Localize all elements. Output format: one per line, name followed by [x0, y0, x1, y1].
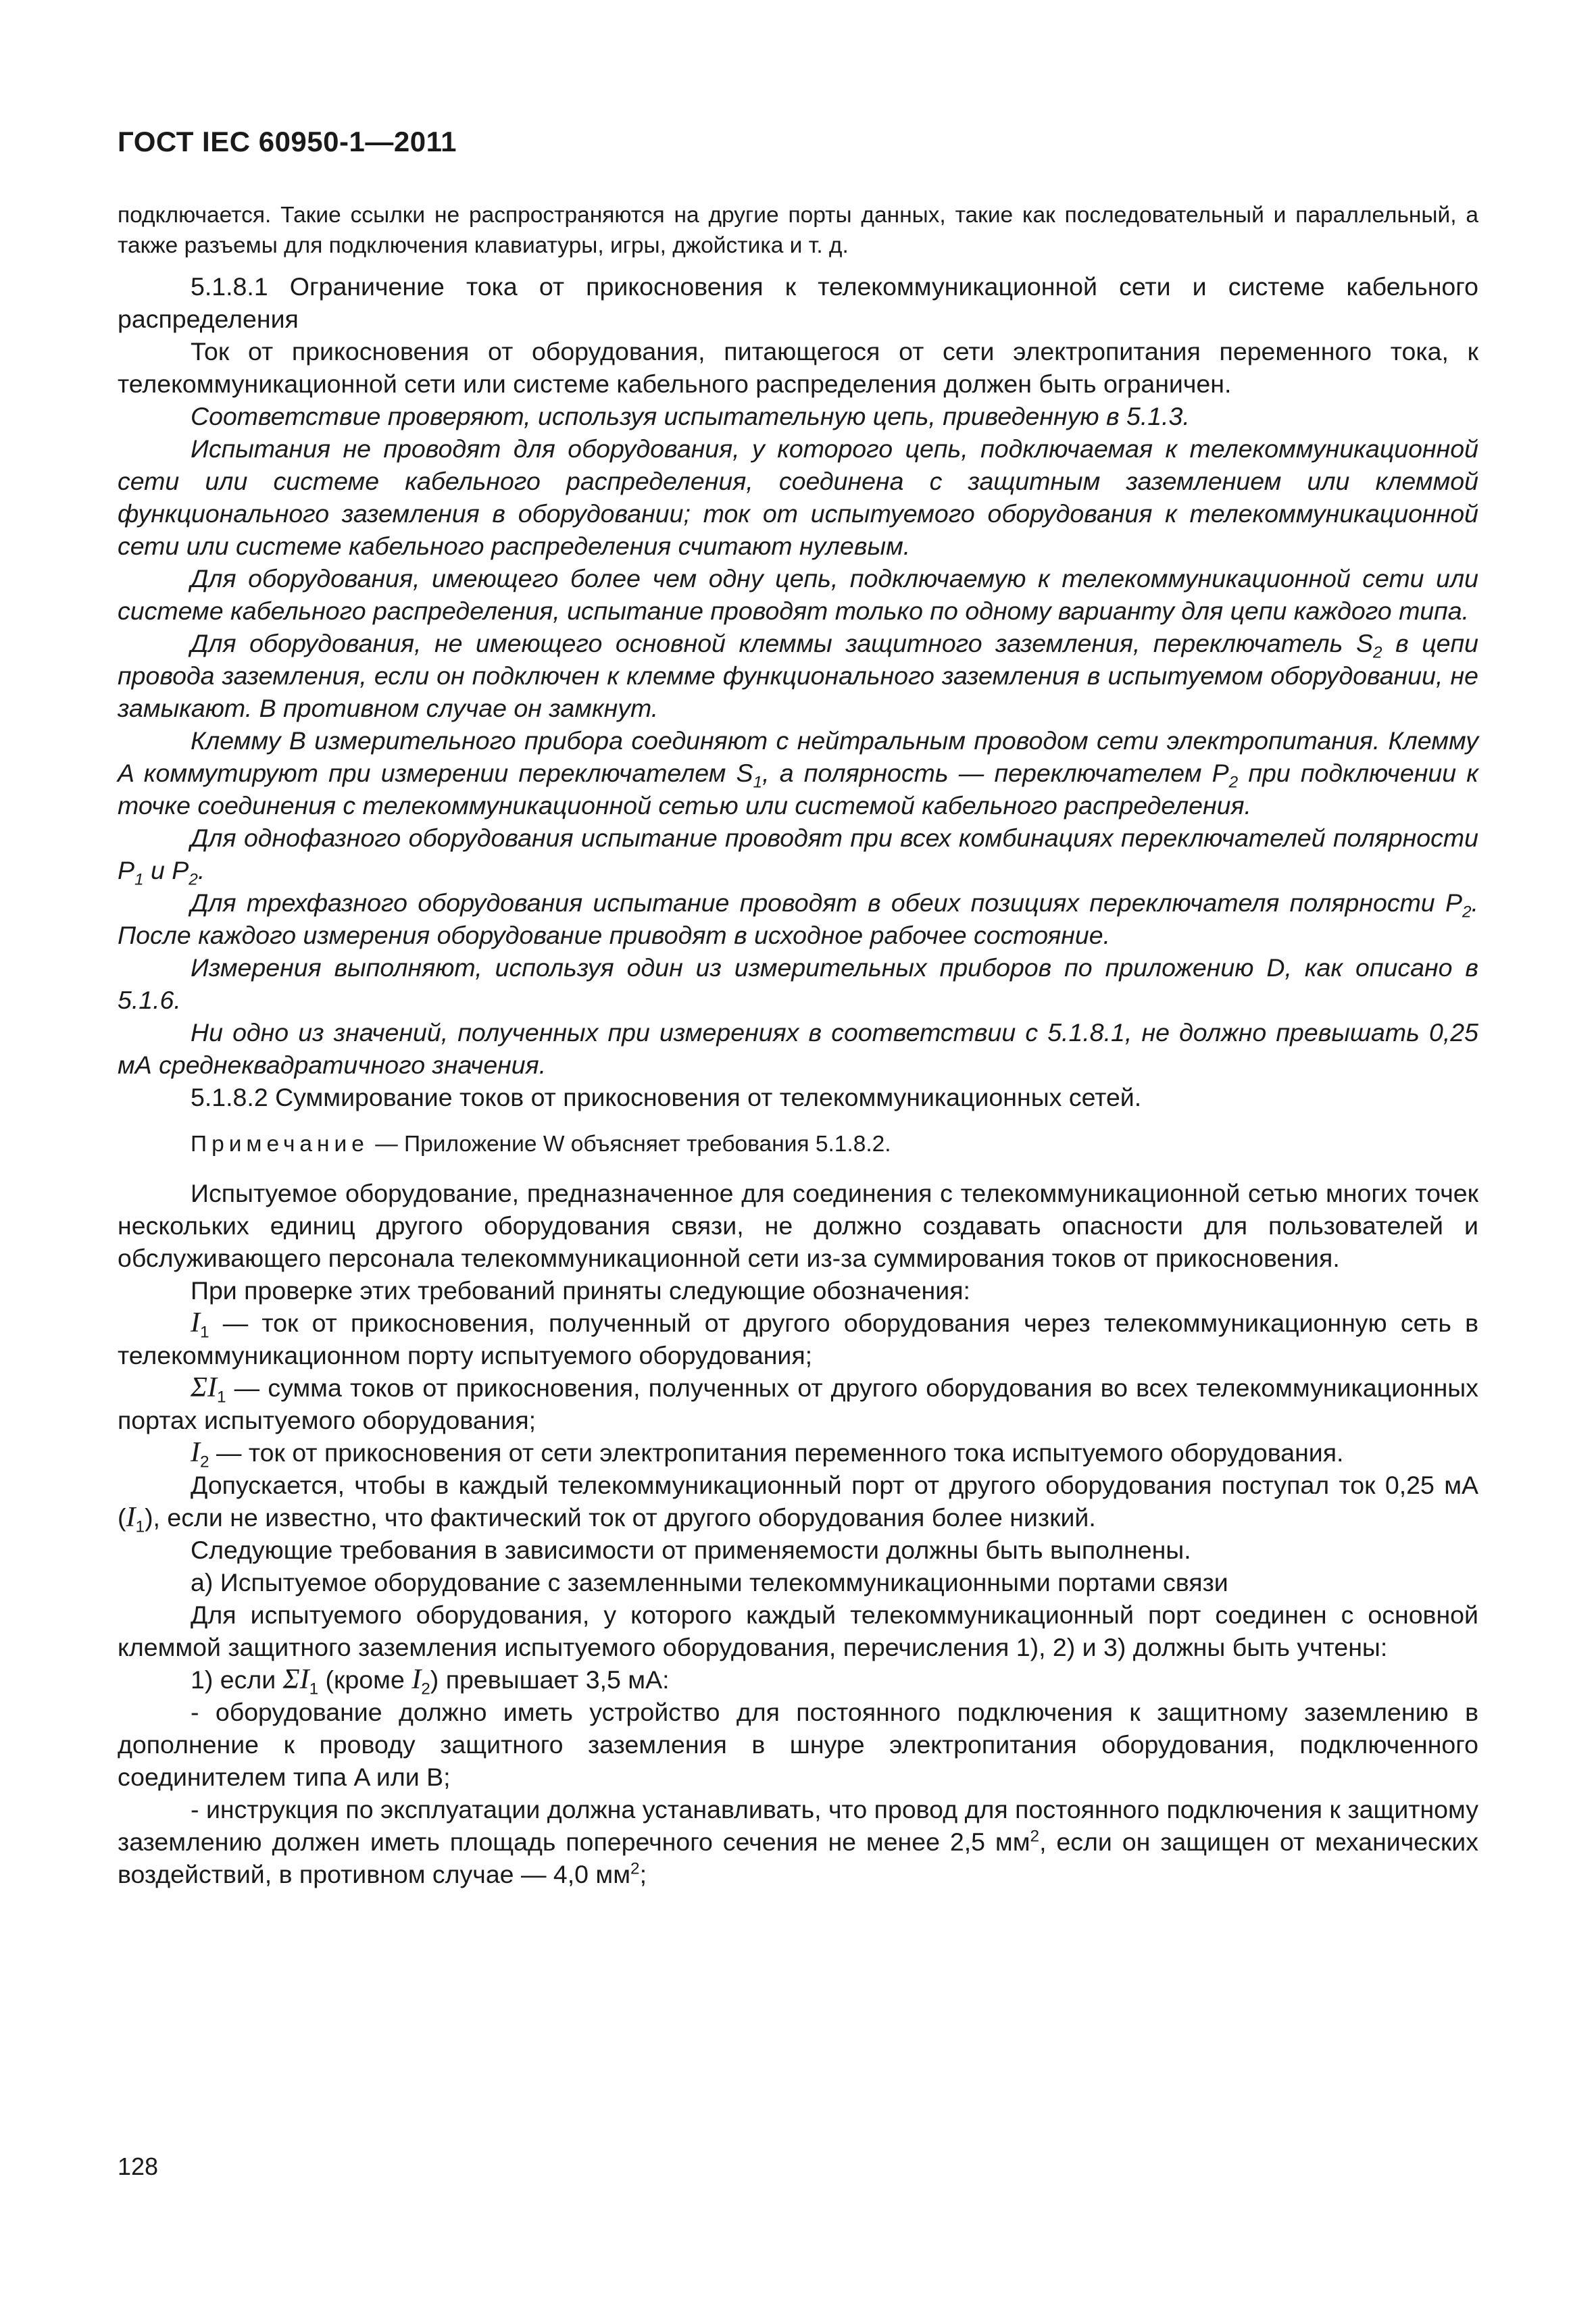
- paragraph-three-phase: Для трехфазного оборудования испытание проводят в обеих позициях переключателя полярности $P_2$. После каждого измерения оборудование приводят в исходное рабочее состояние.: [118, 888, 1478, 949]
- document-body: [118, 200, 1478, 1890]
- definition-i2: $I_2$ — ток от прикосновения от сети электропитания переменного тока испытуемого оборудования.: [191, 1437, 1344, 1472]
- item-a-heading: а) Испытуемое оборудование с заземленными телекоммуникационными портами связи: [191, 1568, 1228, 1596]
- definition-i1: $I_1$ — ток от прикосновения, полученный от другого оборудования через телекоммуникационную сеть в телекоммуникационном порту испытуемого оборудования;: [118, 1307, 1478, 1369]
- list-dash-item-1: - оборудование должно иметь устройство для постоянного подключения к защитному заземлению в дополнение к проводу защитного заземления в шнуре электропитания оборудования, подключенного соединителем типа A или B;: [118, 1698, 1478, 1791]
- paragraph-single-phase: Для однофазного оборудования испытание проводят при всех комбинациях переключателей полярности $P_1$ и $P_2$.: [118, 824, 1478, 889]
- paragraph-measurement: Измерения выполняют, используя один из измерительных приборов по приложению D, как описано в 5.1.6.: [118, 953, 1478, 1014]
- paragraph-assumed-current: Допускается, чтобы в каждый телекоммуникационный порт от другого оборудования поступал ток 0,25 мА $(I_1)$, если не известно, что фактический ток от другого оборудования более низкий.: [118, 1471, 1478, 1536]
- paragraph-multiple-circuits: Для оборудования, имеющего более чем одну цепь, подключаемую к телекоммуникационной сети или системе кабельного распределения, испытание проводят только по одному варианту для цепи каждого типа.: [118, 564, 1478, 625]
- paragraph-item-a: Для испытуемого оборудования, у которого каждый телекоммуникационный порт соединен с основной клеммой защитного заземления испытуемого оборудования, перечисления 1), 2) и 3) должны быть учтены:: [118, 1601, 1478, 1661]
- page-header-title: ГОСТ IEC 60950-1—2011: [118, 126, 457, 157]
- paragraph-test-exemption: Испытания не проводят для оборудования, у которого цепь, подключаемая к телекоммуникационной сети или системе кабельного распределения, соединена с защитным заземлением или клеммой функционального заземления в оборудовании; ток от испытуемого оборудования к телекоммуникационной сети или системе кабельного распределения считают нулевым.: [118, 434, 1478, 560]
- list-dash-item-2: - инструкция по эксплуатации должна устанавливать, что провод для постоянного подключения к защитному заземлению должен иметь площадь поперечного сечения не менее 2,5 $мм^2$, если он защищен от механических воздействий, в противном случае — 4,0 $мм^2$;: [118, 1795, 1479, 1888]
- paragraph-terminal-connection: Клемму B измерительного прибора соединяют с нейтральным проводом сети электропитания. Клемму A коммутируют при измерении переключателем $S_1$, а полярность — переключателем $P_2$ при подключении к точке соединения с телекоммуникационной сетью или системой кабельного распределения.: [118, 726, 1478, 820]
- note-text: — Приложение W объясняет требования 5.1.8.2.: [368, 1132, 891, 1157]
- paragraph-compliance: Соответствие проверяют, используя испытательную цепь, приведенную в 5.1.3.: [191, 402, 1190, 430]
- paragraph-limit: Ни одно из значений, полученных при измерениях в соответствии с 5.1.8.1, не должно превышать 0,25 мА среднеквадратичного значения.: [118, 1018, 1478, 1079]
- paragraph-requirements-intro: Следующие требования в зависимости от применяемости должны быть выполнены.: [191, 1536, 1191, 1564]
- definition-sum-i1: $\Sigma I_1$ — сумма токов от прикосновения, полученных от другого оборудования во всех телекоммуникационных портах испытуемого оборудования;: [118, 1372, 1478, 1434]
- paragraph-notation-intro: При проверке этих требований приняты следующие обозначения:: [191, 1276, 970, 1305]
- note-label: Примечание: [191, 1132, 369, 1157]
- section-heading-5-1-8-2: 5.1.8.2 Суммирование токов от прикосновения от телекоммуникационных сетей.: [191, 1083, 1142, 1111]
- section-heading-5-1-8-1: 5.1.8.1 Ограничение тока от прикосновения к телекоммуникационной сети и системе кабельного распределения: [118, 272, 1478, 333]
- note: [118, 1128, 1478, 1161]
- paragraph-continuation: подключается. Такие ссылки не распространяются на другие порты данных, такие как последовательный и параллельный, а также разъемы для подключения клавиатуры, игры, джойстика и т. д.: [118, 203, 1478, 258]
- paragraph-requirement: Ток от прикосновения от оборудования, питающегося от сети электропитания переменного тока, к телекоммуникационной сети или системе кабельного распределения должен быть ограничен.: [118, 337, 1478, 398]
- paragraph-switch-s2: Для оборудования, не имеющего основной клеммы защитного заземления, переключатель $S_2$ в цепи провода заземления, если он подключен к клемме функционального заземления в испытуемом оборудовании, не замыкают. В противном случае он замкнут.: [118, 629, 1478, 722]
- paragraph-summation-intro: Испытуемое оборудование, предназначенное для соединения с телекоммуникационной сетью многих точек нескольких единиц другого оборудования связи, не должно создавать опасности для пользователей и обслуживающего персонала телекоммуникационной сети из-за суммирования токов от прикосновения.: [118, 1179, 1478, 1272]
- list-item-1: 1) если $\Sigma I_1$ (кроме $I_2$) превышает 3,5 мА:: [191, 1664, 670, 1699]
- page-number: 128: [118, 2153, 159, 2180]
